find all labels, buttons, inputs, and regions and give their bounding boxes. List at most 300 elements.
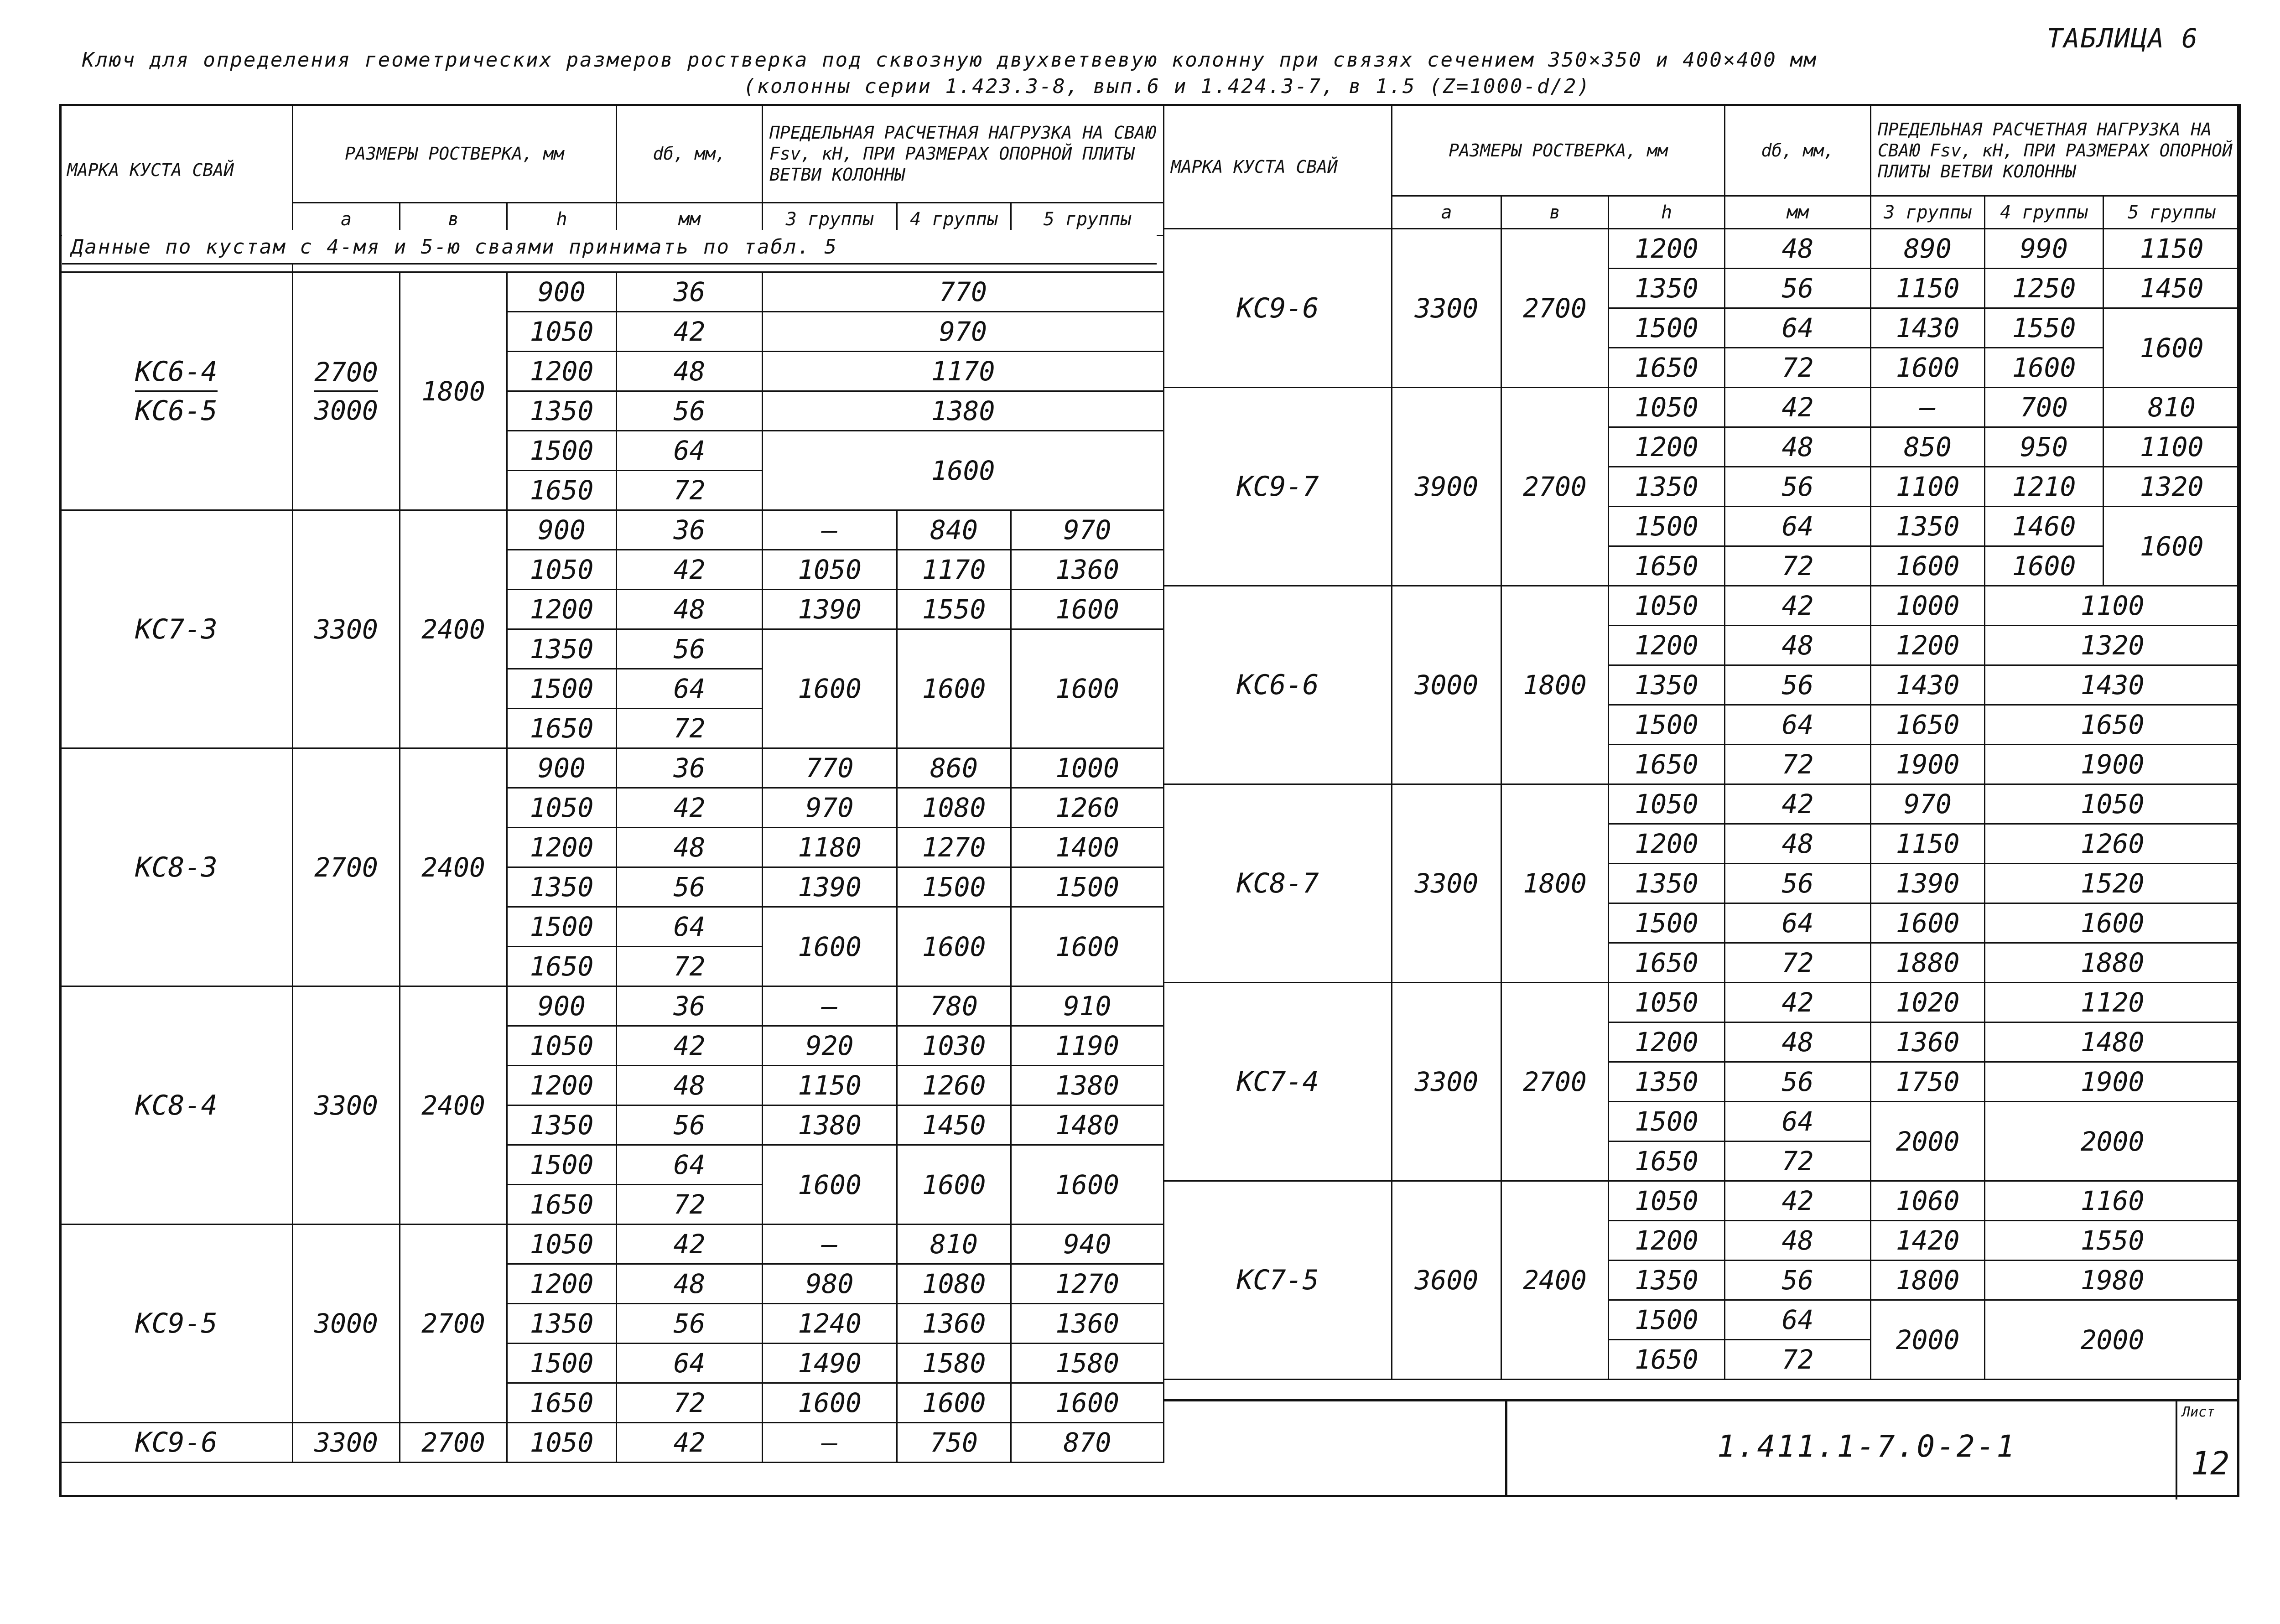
h-cell: 1350 — [507, 629, 617, 669]
load-g5-cell: 1600 — [2103, 308, 2240, 388]
load-g3-cell: — — [1871, 388, 1985, 427]
load-g3-cell: 1430 — [1871, 665, 1985, 705]
load-g45-cell: 1260 — [1985, 824, 2240, 864]
load-g4-cell: 1500 — [897, 867, 1011, 907]
a-cell: 3300 — [1392, 784, 1501, 983]
load-g45-cell: 1100 — [1985, 586, 2240, 626]
load-cell: 770 — [763, 272, 1164, 312]
h-cell: 1050 — [507, 1026, 617, 1066]
db-cell: 72 — [617, 1185, 763, 1224]
mark-cell: $\frac{КС6-4}{КС6-5}$ — [60, 272, 293, 510]
load-g5-cell: 1500 — [1011, 867, 1164, 907]
load-g3-cell: 1600 — [1871, 348, 1985, 388]
load-g3-cell: 2000 — [1871, 1102, 1985, 1181]
h-cell: 1500 — [1609, 308, 1725, 348]
h-cell: 1050 — [507, 1224, 617, 1264]
load-g3-cell: 1150 — [1871, 824, 1985, 864]
h-cell: 1050 — [507, 788, 617, 828]
db-cell: 56 — [1725, 864, 1871, 903]
load-g4-cell: 1170 — [897, 550, 1011, 590]
h-cell: 1650 — [1609, 348, 1725, 388]
db-cell: 72 — [1725, 348, 1871, 388]
load-g5-cell: 1000 — [1011, 748, 1164, 788]
db-cell: 48 — [1725, 1221, 1871, 1261]
load-g4-cell: 950 — [1985, 427, 2103, 467]
a-cell: $\frac{2700}{3000}$ — [293, 272, 400, 510]
load-g3-cell: 2000 — [1871, 1300, 1985, 1380]
load-g45-cell: 1980 — [1985, 1261, 2240, 1300]
h-cell: 1050 — [1609, 586, 1725, 626]
load-g4-cell: 1450 — [897, 1105, 1011, 1145]
h-cell: 1500 — [507, 431, 617, 471]
header-sizes: РАЗМЕРЫ РОСТВЕРКА, мм — [293, 105, 617, 203]
load-g4-cell: 1080 — [897, 1264, 1011, 1304]
load-cell: 1380 — [763, 391, 1164, 431]
db-cell: 36 — [617, 986, 763, 1026]
db-cell: 64 — [1725, 1102, 1871, 1141]
load-g4-cell: 840 — [897, 510, 1011, 550]
h-cell: 1650 — [507, 709, 617, 748]
b-cell: 1800 — [1501, 586, 1609, 784]
h-cell: 1350 — [507, 391, 617, 431]
db-cell: 48 — [617, 590, 763, 629]
load-g45-cell: 1050 — [1985, 784, 2240, 824]
db-cell: 42 — [617, 1224, 763, 1264]
header-group-5: 5 группы — [1011, 203, 1164, 236]
load-g4-cell: 780 — [897, 986, 1011, 1026]
db-cell: 64 — [617, 907, 763, 947]
title-line-1: Ключ для определения геометрических размеров ростверка под сквозную двухветвевую колонну при связях сечением 350×350 и 400×400 мм — [82, 48, 1818, 72]
load-g3-cell: 1600 — [763, 1145, 897, 1224]
load-g3-cell: 1800 — [1871, 1261, 1985, 1300]
db-cell: 72 — [617, 709, 763, 748]
right-table — [1163, 104, 2241, 1380]
header-load-right: ПРЕДЕЛЬНАЯ РАСЧЕТНАЯ НАГРУЗКА НА СВАЮ Fsv, кН, ПРИ РАЗМЕРАХ ОПОРНОЙ ПЛИТЫ ВЕТВИ КОЛОННЫ — [1871, 105, 2240, 196]
h-cell: 1650 — [1609, 943, 1725, 983]
h-cell: 1200 — [1609, 1221, 1725, 1261]
load-g5-cell: 970 — [1011, 510, 1164, 550]
b-cell: 2400 — [400, 748, 507, 986]
load-g3-cell: 1750 — [1871, 1062, 1985, 1102]
b-cell: 1800 — [1501, 784, 1609, 983]
load-g3-cell: 980 — [763, 1264, 897, 1304]
load-g4-cell: 1260 — [897, 1066, 1011, 1105]
db-cell: 36 — [617, 272, 763, 312]
left-table — [59, 104, 1164, 1463]
title-line-2: (колонны серии 1.423.3-8, вып.6 и 1.424.3-7, в 1.5 (Z=1000-d/2) — [743, 75, 1591, 98]
load-cell: 1170 — [763, 352, 1164, 391]
db-cell: 48 — [1725, 824, 1871, 864]
h-cell: 1650 — [507, 947, 617, 986]
load-g4-cell: 1580 — [897, 1344, 1011, 1383]
db-cell: 72 — [1725, 943, 1871, 983]
load-g3-cell: — — [763, 986, 897, 1026]
h-cell: 1200 — [1609, 626, 1725, 665]
load-g4-cell: 1460 — [1985, 507, 2103, 546]
load-g4-cell: 1600 — [897, 1145, 1011, 1224]
header-a-right: a — [1392, 196, 1501, 229]
load-g4-cell: 1030 — [897, 1026, 1011, 1066]
h-cell: 1650 — [507, 1383, 617, 1423]
h-cell: 900 — [507, 510, 617, 550]
load-g5-cell: 810 — [2103, 388, 2240, 427]
load-g3-cell: — — [763, 510, 897, 550]
db-cell: 64 — [1725, 705, 1871, 745]
load-g3-cell: 1150 — [1871, 269, 1985, 308]
a-cell: 3000 — [1392, 586, 1501, 784]
a-cell: 3300 — [1392, 983, 1501, 1181]
mark-cell: КС9-6 — [60, 1423, 293, 1463]
table-row — [1164, 388, 2240, 427]
load-g4-cell: 1270 — [897, 828, 1011, 867]
load-cell: 1600 — [763, 431, 1164, 510]
table-number: ТАБЛИЦА 6 — [2046, 23, 2198, 54]
db-cell: 56 — [1725, 467, 1871, 507]
db-cell: 42 — [1725, 784, 1871, 824]
h-cell: 1500 — [1609, 1102, 1725, 1141]
load-g3-cell: 1200 — [1871, 626, 1985, 665]
header-db-unit-right: мм — [1725, 196, 1871, 229]
h-cell: 1050 — [1609, 784, 1725, 824]
title-block — [1505, 1399, 2239, 1497]
h-cell: 1200 — [507, 828, 617, 867]
db-cell: 56 — [1725, 1261, 1871, 1300]
table-row — [1164, 229, 2240, 269]
load-g5-cell: 1600 — [1011, 590, 1164, 629]
db-cell: 56 — [1725, 1062, 1871, 1102]
db-cell: 42 — [1725, 1181, 1871, 1221]
load-g5-cell: 1150 — [2103, 229, 2240, 269]
db-cell: 72 — [1725, 1340, 1871, 1380]
load-g3-cell: 1150 — [763, 1066, 897, 1105]
b-cell: 2700 — [1501, 388, 1609, 586]
h-cell: 900 — [507, 272, 617, 312]
h-cell: 1650 — [1609, 1141, 1725, 1181]
sheet-box — [2176, 1401, 2239, 1499]
load-g3-cell: 1600 — [763, 1383, 897, 1423]
db-cell: 56 — [1725, 665, 1871, 705]
load-g45-cell: 1160 — [1985, 1181, 2240, 1221]
table-row — [1164, 586, 2240, 626]
load-g5-cell: 1190 — [1011, 1026, 1164, 1066]
h-cell: 900 — [507, 986, 617, 1026]
h-cell: 1500 — [507, 907, 617, 947]
load-g5-cell: 910 — [1011, 986, 1164, 1026]
load-g3-cell: 1430 — [1871, 308, 1985, 348]
load-g3-cell: 1180 — [763, 828, 897, 867]
header-db-right: dб, мм, — [1725, 105, 1871, 196]
load-g4-cell: 1550 — [897, 590, 1011, 629]
load-g5-cell: 1580 — [1011, 1344, 1164, 1383]
h-cell: 1200 — [1609, 229, 1725, 269]
h-cell: 1500 — [1609, 1300, 1725, 1340]
load-g4-cell: 1550 — [1985, 308, 2103, 348]
h-cell: 1650 — [507, 1185, 617, 1224]
db-cell: 56 — [617, 867, 763, 907]
h-cell: 1050 — [1609, 388, 1725, 427]
drawing-sheet — [59, 17, 2239, 1497]
load-g4-cell: 1080 — [897, 788, 1011, 828]
b-cell: 2400 — [1501, 1181, 1609, 1380]
header-h-right: h — [1609, 196, 1725, 229]
table-row — [1164, 983, 2240, 1022]
load-g45-cell: 1480 — [1985, 1022, 2240, 1062]
load-g3-cell: 1350 — [1871, 507, 1985, 546]
h-cell: 1200 — [1609, 1022, 1725, 1062]
h-cell: 1650 — [1609, 745, 1725, 784]
header-sizes-right: РАЗМЕРЫ РОСТВЕРКА, мм — [1392, 105, 1725, 196]
header-db-unit: мм — [617, 203, 763, 236]
h-cell: 1650 — [1609, 546, 1725, 586]
db-cell: 48 — [617, 828, 763, 867]
h-cell: 1050 — [1609, 983, 1725, 1022]
mark-cell: КС6-6 — [1164, 586, 1392, 784]
db-cell: 56 — [617, 1105, 763, 1145]
db-cell: 42 — [617, 1026, 763, 1066]
a-cell: 3300 — [293, 1423, 400, 1463]
mark-cell: КС8-3 — [60, 748, 293, 986]
load-g3-cell: 1490 — [763, 1344, 897, 1383]
h-cell: 1650 — [507, 471, 617, 510]
header-group-4-right: 4 группы — [1985, 196, 2103, 229]
a-cell: 2700 — [293, 748, 400, 986]
a-cell: 3300 — [293, 510, 400, 748]
load-g4-cell: 1600 — [897, 1383, 1011, 1423]
load-g3-cell: 970 — [1871, 784, 1985, 824]
db-cell: 64 — [617, 431, 763, 471]
db-cell: 56 — [617, 629, 763, 669]
h-cell: 1500 — [507, 1344, 617, 1383]
db-cell: 42 — [1725, 983, 1871, 1022]
db-cell: 72 — [1725, 1141, 1871, 1181]
header-b: в — [400, 203, 507, 236]
h-cell: 1500 — [1609, 903, 1725, 943]
db-cell: 56 — [617, 1304, 763, 1344]
b-cell: 2700 — [1501, 229, 1609, 388]
load-g4-cell: 1600 — [897, 629, 1011, 748]
a-cell: 3600 — [1392, 1181, 1501, 1380]
mark-cell: КС7-4 — [1164, 983, 1392, 1181]
table-row — [60, 986, 1164, 1026]
load-g3-cell: 1900 — [1871, 745, 1985, 784]
bottom-separator — [1163, 1399, 1505, 1401]
load-g4-cell: 1600 — [1985, 546, 2103, 586]
h-cell: 1350 — [1609, 665, 1725, 705]
db-cell: 64 — [1725, 308, 1871, 348]
load-g3-cell: 1650 — [1871, 705, 1985, 745]
db-cell: 42 — [1725, 388, 1871, 427]
db-cell: 36 — [617, 748, 763, 788]
table-row — [60, 272, 1164, 312]
load-g5-cell: 1360 — [1011, 1304, 1164, 1344]
h-cell: 1050 — [507, 312, 617, 352]
load-g3-cell: 1390 — [763, 590, 897, 629]
load-g5-cell: 1380 — [1011, 1066, 1164, 1105]
b-cell: 2700 — [400, 1224, 507, 1423]
load-g5-cell: 1600 — [1011, 1145, 1164, 1224]
load-g3-cell: 1420 — [1871, 1221, 1985, 1261]
table-title — [82, 47, 2207, 100]
h-cell: 1050 — [507, 550, 617, 590]
table-row — [60, 748, 1164, 788]
mark-cell: КС9-7 — [1164, 388, 1392, 586]
load-g3-cell: 1390 — [763, 867, 897, 907]
load-g3-cell: 1600 — [1871, 903, 1985, 943]
load-g4-cell: 1210 — [1985, 467, 2103, 507]
load-g3-cell: 1020 — [1871, 983, 1985, 1022]
db-cell: 42 — [617, 312, 763, 352]
a-cell: 3300 — [1392, 229, 1501, 388]
load-g5-cell: 1360 — [1011, 550, 1164, 590]
db-cell: 64 — [617, 669, 763, 709]
load-g5-cell: 940 — [1011, 1224, 1164, 1264]
load-g3-cell: 770 — [763, 748, 897, 788]
db-cell: 48 — [1725, 626, 1871, 665]
load-g45-cell: 1650 — [1985, 705, 2240, 745]
load-cell: 970 — [763, 312, 1164, 352]
db-cell: 64 — [617, 1344, 763, 1383]
table-row — [1164, 784, 2240, 824]
load-g45-cell: 1550 — [1985, 1221, 2240, 1261]
load-g45-cell: 1600 — [1985, 903, 2240, 943]
load-g3-cell: 1060 — [1871, 1181, 1985, 1221]
db-cell: 56 — [1725, 269, 1871, 308]
load-g3-cell: 1880 — [1871, 943, 1985, 983]
db-cell: 42 — [1725, 586, 1871, 626]
h-cell: 1500 — [507, 669, 617, 709]
b-cell: 2700 — [400, 1423, 507, 1463]
table-row — [60, 1423, 1164, 1463]
load-g3-cell: 1050 — [763, 550, 897, 590]
load-g4-cell: 810 — [897, 1224, 1011, 1264]
header-db: dб, мм, — [617, 105, 763, 203]
load-g5-cell: 1600 — [1011, 907, 1164, 986]
h-cell: 1200 — [507, 352, 617, 391]
load-g3-cell: 1390 — [1871, 864, 1985, 903]
load-g3-cell: 1360 — [1871, 1022, 1985, 1062]
header-a: a — [293, 203, 400, 236]
load-g3-cell: 1100 — [1871, 467, 1985, 507]
load-g5-cell: 1320 — [2103, 467, 2240, 507]
db-cell: 72 — [1725, 745, 1871, 784]
load-g5-cell: 1600 — [1011, 1383, 1164, 1423]
document-code: 1.411.1-7.0-2-1 — [1717, 1429, 2017, 1464]
db-cell: 48 — [1725, 229, 1871, 269]
load-g3-cell: — — [763, 1423, 897, 1463]
load-g5-cell: 1480 — [1011, 1105, 1164, 1145]
load-g4-cell: 1360 — [897, 1304, 1011, 1344]
load-g3-cell: 1240 — [763, 1304, 897, 1344]
h-cell: 1500 — [507, 1145, 617, 1185]
note-row: Данные по кустам с 4-мя и 5-ю сваями принимать по табл. 5 — [62, 230, 1157, 265]
db-cell: 42 — [617, 788, 763, 828]
header-mark: МАРКА КУСТА СВАЙ — [60, 105, 293, 236]
db-cell: 36 — [617, 510, 763, 550]
h-cell: 1050 — [507, 1423, 617, 1463]
mark-cell: КС7-3 — [60, 510, 293, 748]
load-g3-cell: 1600 — [1871, 546, 1985, 586]
load-g5-cell: 1260 — [1011, 788, 1164, 828]
db-cell: 72 — [617, 1383, 763, 1423]
h-cell: 1350 — [1609, 269, 1725, 308]
mark-cell: КС9-6 — [1164, 229, 1392, 388]
load-g5-cell: 1600 — [2103, 507, 2240, 586]
h-cell: 1350 — [507, 1105, 617, 1145]
table-row — [60, 1224, 1164, 1264]
b-cell: 2400 — [400, 986, 507, 1224]
load-g45-cell: 1430 — [1985, 665, 2240, 705]
load-g4-cell: 990 — [1985, 229, 2103, 269]
a-cell: 3300 — [293, 986, 400, 1224]
load-g3-cell: — — [763, 1224, 897, 1264]
load-g45-cell: 2000 — [1985, 1102, 2240, 1181]
load-g4-cell: 750 — [897, 1423, 1011, 1463]
header-mark-right: МАРКА КУСТА СВАЙ — [1164, 105, 1392, 229]
table-row — [1164, 1181, 2240, 1221]
load-g4-cell: 860 — [897, 748, 1011, 788]
load-g3-cell: 1600 — [763, 629, 897, 748]
load-g4-cell: 1600 — [897, 907, 1011, 986]
load-g4-cell: 1600 — [1985, 348, 2103, 388]
db-cell: 72 — [617, 947, 763, 986]
load-g5-cell: 1600 — [1011, 629, 1164, 748]
h-cell: 1200 — [507, 1264, 617, 1304]
db-cell: 64 — [617, 1145, 763, 1185]
header-load: ПРЕДЕЛЬНАЯ РАСЧЕТНАЯ НАГРУЗКА НА СВАЮ Fsv, кН, ПРИ РАЗМЕРАХ ОПОРНОЙ ПЛИТЫ ВЕТВИ КОЛОННЫ — [763, 105, 1164, 203]
load-g5-cell: 870 — [1011, 1423, 1164, 1463]
h-cell: 1350 — [1609, 467, 1725, 507]
load-g45-cell: 1900 — [1985, 1062, 2240, 1102]
b-cell: 2700 — [1501, 983, 1609, 1181]
mark-cell: КС9-5 — [60, 1224, 293, 1423]
h-cell: 1200 — [507, 590, 617, 629]
load-g3-cell: 1000 — [1871, 586, 1985, 626]
load-g45-cell: 1120 — [1985, 983, 2240, 1022]
h-cell: 1050 — [1609, 1181, 1725, 1221]
db-cell: 48 — [1725, 427, 1871, 467]
header-group-5-right: 5 группы — [2103, 196, 2240, 229]
h-cell: 1200 — [507, 1066, 617, 1105]
db-cell: 42 — [617, 550, 763, 590]
load-g45-cell: 1320 — [1985, 626, 2240, 665]
load-g45-cell: 2000 — [1985, 1300, 2240, 1380]
load-g45-cell: 1880 — [1985, 943, 2240, 983]
h-cell: 1350 — [1609, 1062, 1725, 1102]
h-cell: 1500 — [1609, 507, 1725, 546]
h-cell: 1200 — [1609, 824, 1725, 864]
load-g3-cell: 1600 — [763, 907, 897, 986]
h-cell: 1200 — [1609, 427, 1725, 467]
h-cell: 1350 — [507, 1304, 617, 1344]
b-cell: 1800 — [400, 272, 507, 510]
load-g5-cell: 1270 — [1011, 1264, 1164, 1304]
load-g4-cell: 700 — [1985, 388, 2103, 427]
load-g3-cell: 970 — [763, 788, 897, 828]
header-group-3: 3 группы — [763, 203, 897, 236]
db-cell: 64 — [1725, 1300, 1871, 1340]
load-g3-cell: 850 — [1871, 427, 1985, 467]
header-group-3-right: 3 группы — [1871, 196, 1985, 229]
h-cell: 1650 — [1609, 1340, 1725, 1380]
load-g5-cell: 1450 — [2103, 269, 2240, 308]
b-cell: 2400 — [400, 510, 507, 748]
db-cell: 64 — [1725, 903, 1871, 943]
db-cell: 48 — [1725, 1022, 1871, 1062]
db-cell: 48 — [617, 1264, 763, 1304]
load-g5-cell: 1100 — [2103, 427, 2240, 467]
load-g3-cell: 1380 — [763, 1105, 897, 1145]
db-cell: 42 — [617, 1423, 763, 1463]
